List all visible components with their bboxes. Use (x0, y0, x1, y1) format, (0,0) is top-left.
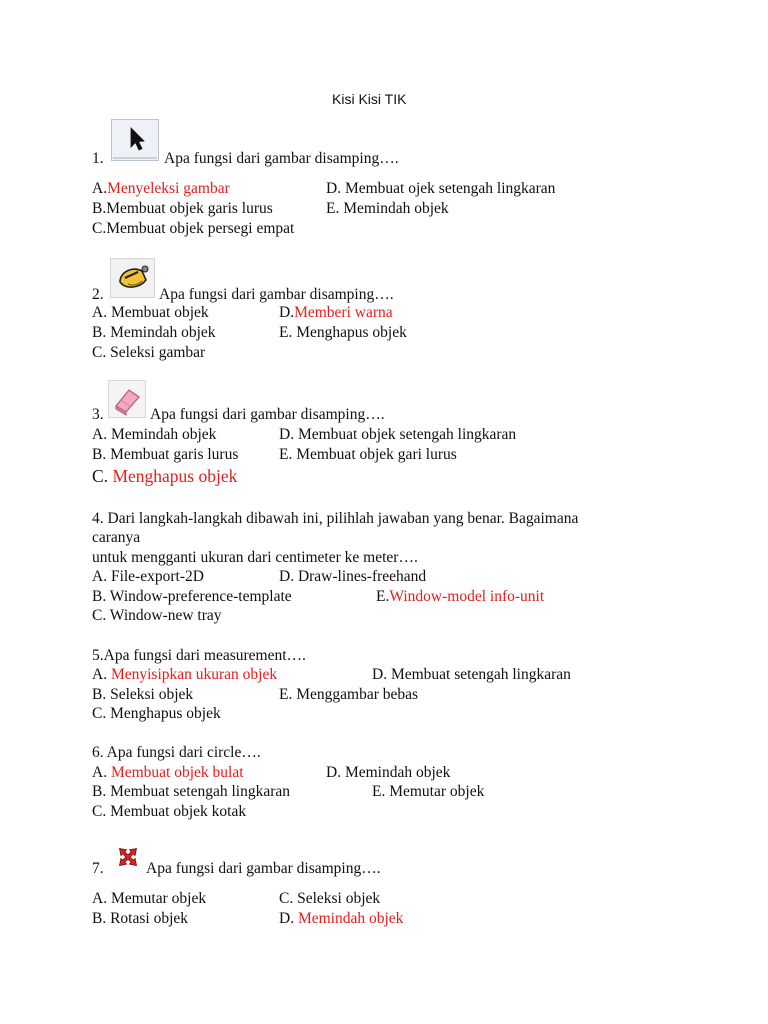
q3-option-e: E. Membuat objek gari lurus (279, 446, 457, 463)
q3-option-b: B. Membuat garis lurus (92, 446, 239, 463)
q1-answer: Menyeleksi gambar (107, 180, 230, 197)
q3-option-d: D. Membuat objek setengah lingkaran (279, 426, 517, 443)
q4-question-line1: 4. Dari langkah-langkah dibawah ini, pilihlah jawaban yang benar. Bagaimana (92, 510, 579, 527)
q2-option-d: D.Memberi warna (279, 304, 393, 321)
q5-option-a: A. Menyisipkan ukuran objek (92, 666, 278, 683)
q2-option-c: C. Seleksi gambar (92, 344, 206, 361)
q1-question: Apa fungsi dari gambar disamping…. (164, 150, 399, 167)
q6-option-a: A. Membuat objek bulat (92, 764, 244, 781)
q4-option-c: C. Window-new tray (92, 607, 222, 624)
q2-option-a: A. Membuat objek (92, 304, 209, 321)
q6-answer: Membuat objek bulat (110, 764, 244, 781)
q6-option-d: D. Memindah objek (326, 764, 451, 781)
q5-question: 5.Apa fungsi dari measurement…. (92, 647, 306, 664)
q2-option-b: B. Memindah objek (92, 324, 216, 341)
q3-answer: Menghapus objek (112, 466, 238, 486)
q4-option-b: B. Window-preference-template (92, 588, 292, 605)
q3-option-c: C. Menghapus objek (92, 466, 238, 486)
q7-option-a: A. Memutar objek (92, 890, 207, 907)
arrow-select-icon (111, 119, 159, 161)
eraser-icon (108, 380, 146, 418)
q3-question: Apa fungsi dari gambar disamping…. (150, 406, 385, 423)
q5-option-b: B. Seleksi objek (92, 686, 194, 703)
q7-option-b: B. Rotasi objek (92, 910, 189, 927)
q3-number: 3. (92, 406, 104, 423)
q1-option-d: D. Membuat ojek setengah lingkaran (326, 180, 556, 197)
q6-option-b: B. Membuat setengah lingkaran (92, 783, 291, 800)
q6-option-c: C. Membuat objek kotak (92, 803, 247, 820)
q5-option-e: E. Menggambar bebas (279, 686, 419, 703)
q1-option-e: E. Memindah objek (326, 200, 449, 217)
q7-question: Apa fungsi dari gambar disamping…. (146, 860, 381, 877)
q1-number: 1. (92, 150, 104, 167)
paint-bucket-icon (110, 258, 155, 298)
q7-option-d: D. Memindah objek (279, 910, 404, 927)
q1-option-b: B.Membuat objek garis lurus (92, 200, 273, 217)
page-title: Kisi Kisi TIK (332, 91, 407, 107)
q5-answer: Menyisipkan ukuran objek (110, 666, 278, 683)
q7-answer: Memindah objek (297, 910, 404, 927)
q2-answer: Memberi warna (294, 304, 393, 321)
q1-option-c: C.Membuat objek persegi empat (92, 220, 295, 237)
q4-option-e: E.Window-model info-unit (376, 588, 545, 605)
q4-option-d: D. Draw-lines-freehand (279, 568, 427, 585)
q7-number: 7. (92, 860, 104, 877)
q4-question-line3: untuk mengganti ukuran dari centimeter ke meter…. (92, 549, 418, 566)
q2-question: Apa fungsi dari gambar disamping…. (159, 286, 394, 303)
q2-option-e: E. Menghapus objek (279, 324, 407, 341)
move-tool-icon (114, 843, 142, 871)
q2-number: 2. (92, 286, 104, 303)
q4-option-a: A. File-export-2D (92, 568, 204, 585)
q6-question: 6. Apa fungsi dari circle…. (92, 744, 261, 761)
q1-option-a: A.Menyeleksi gambar (92, 180, 230, 197)
q5-option-c: C. Menghapus objek (92, 705, 221, 722)
q4-answer: Window-model info-unit (389, 588, 545, 605)
q5-option-d: D. Membuat setengah lingkaran (372, 666, 571, 683)
q6-option-e: E. Memutar objek (372, 783, 485, 800)
q3-option-a: A. Memindah objek (92, 426, 217, 443)
q7-option-c: C. Seleksi objek (279, 890, 381, 907)
q4-question-line2: caranya (92, 529, 141, 546)
